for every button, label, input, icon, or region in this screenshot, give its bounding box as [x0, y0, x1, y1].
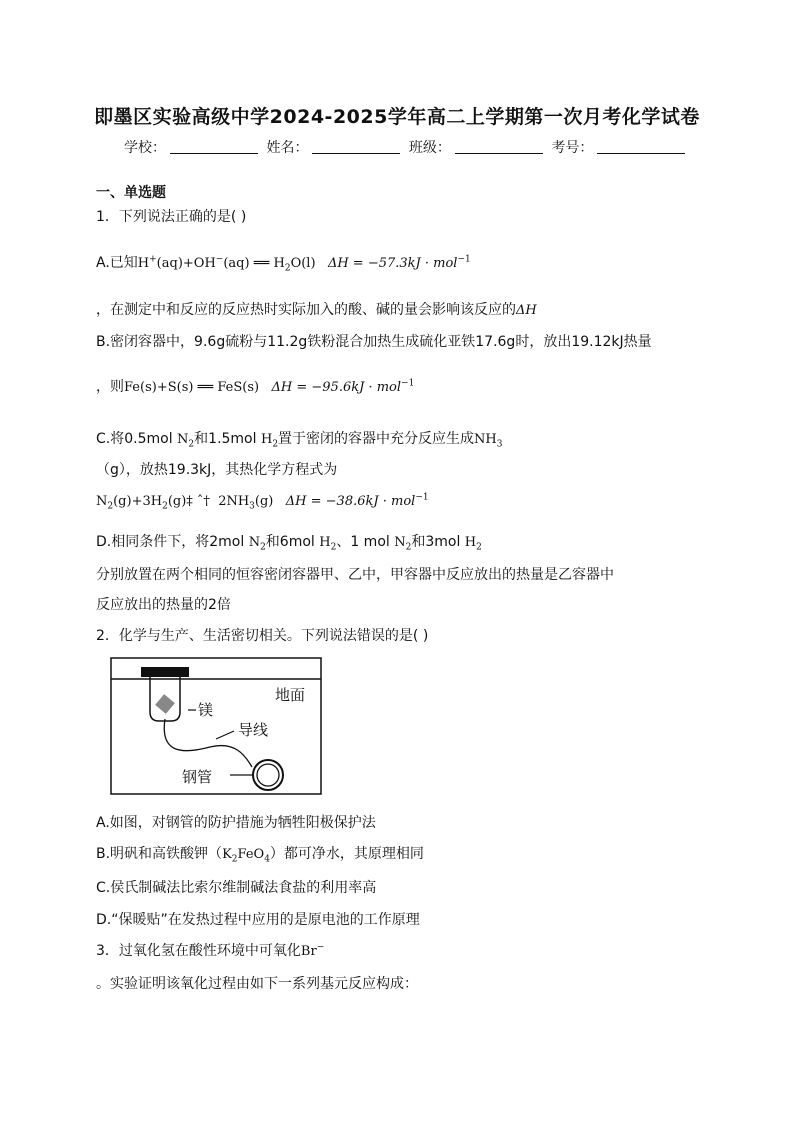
q2-option-a: A.如图，对钢管的防护措施为牺牲阳极保护法: [96, 815, 376, 831]
q1-option-d-cont1: 分别放置在两个相同的恒容密闭容器甲、乙中，甲容器中反应放出的热量是乙容器中: [96, 567, 614, 583]
label-magnesium: 镁: [198, 701, 214, 719]
class-label: 班级：: [408, 140, 451, 156]
class-blank[interactable]: [455, 153, 543, 154]
q2-option-d: D.“保暖贴”在发热过程中应用的是原电池的工作原理: [96, 912, 420, 928]
q1-option-b: B.密闭容器中，9.6g硫粉与11.2g铁粉混合加热生成硫化亚铁17.6g时，放出19.12kJ热量: [96, 334, 652, 350]
q1-option-c-equation: $N_2(g)+3H_2(g)\ddagger$ ˆ† $2NH_3(g)$ ΔH = −38.6kJ · mol$^{-1}$: [96, 492, 429, 512]
label-steel-pipe: 钢管: [182, 768, 213, 786]
q1-a-equation: H+(aq)+OH−(aq) ══ $H_2O(l)$ ΔH = −57.3kJ · mol$^{-1}$: [137, 254, 471, 274]
q2-option-c: C.侯氏制碱法比索尔维制碱法食盐的利用率高: [96, 880, 377, 896]
school-blank[interactable]: [170, 153, 258, 154]
q1-option-d-cont2: 反应放出的热量的2倍: [96, 597, 231, 613]
label-wire: 导线: [238, 721, 269, 739]
q2-stem: 2．化学与生产、生活密切相关。下列说法错误的是( ): [96, 628, 429, 644]
section-heading: 一、单选题: [96, 185, 166, 201]
exam-no-blank[interactable]: [597, 153, 685, 154]
q3-stem: 3．过氧化氢在酸性环境中可氧化Br−: [96, 942, 325, 959]
q2-option-b: B.明矾和高铁酸钾$(K_2FeO_4)$都可净水，其原理相同: [96, 846, 424, 865]
exam-no-label: 考号：: [551, 140, 594, 156]
school-label: 学校：: [124, 140, 166, 156]
label-ground: 地面: [275, 686, 306, 704]
q1-option-a: A.已知H+(aq)+OH−(aq) ══ $H_2O(l)$ ΔH = −57.3kJ · mol$^{-1}$: [96, 254, 471, 274]
corrosion-protection-figure: [110, 657, 322, 795]
q1-option-a-cont: ，在测定中和反应的反应热时实际加入的酸、碱的量会影响该反应的ΔH: [96, 302, 537, 318]
container-cap: [141, 667, 189, 677]
q1-stem: 1．下列说法正确的是( ): [96, 209, 247, 225]
name-blank[interactable]: [312, 153, 400, 154]
student-info-row: [124, 137, 689, 157]
q1-option-c-cont: （g），放热19.3kJ，其热化学方程式为: [96, 462, 338, 478]
exam-title: 即墨区实验高级中学2024-2025学年高二上学期第一次月考化学试卷: [94, 106, 700, 128]
q1-option-c: C.将0.5mol $N_2$和1.5mol $H_2$置于密闭的容器中充分反应生成$NH_3$: [96, 431, 503, 450]
figure-svg: [110, 657, 322, 795]
name-label: 姓名：: [266, 140, 309, 156]
q3-cont: 。实验证明该氧化过程由如下一系列基元反应构成：: [96, 976, 418, 992]
q1-option-d: D.相同条件下，将2mol $N_2$和6mol $H_2$、1 mol $N_2$和3mol $H_2$: [96, 534, 482, 553]
q1-option-b-cont: ，则Fe(s)+S(s) ══ FeS(s) ΔH = −95.6kJ · mol$^{-1}$: [96, 378, 415, 395]
